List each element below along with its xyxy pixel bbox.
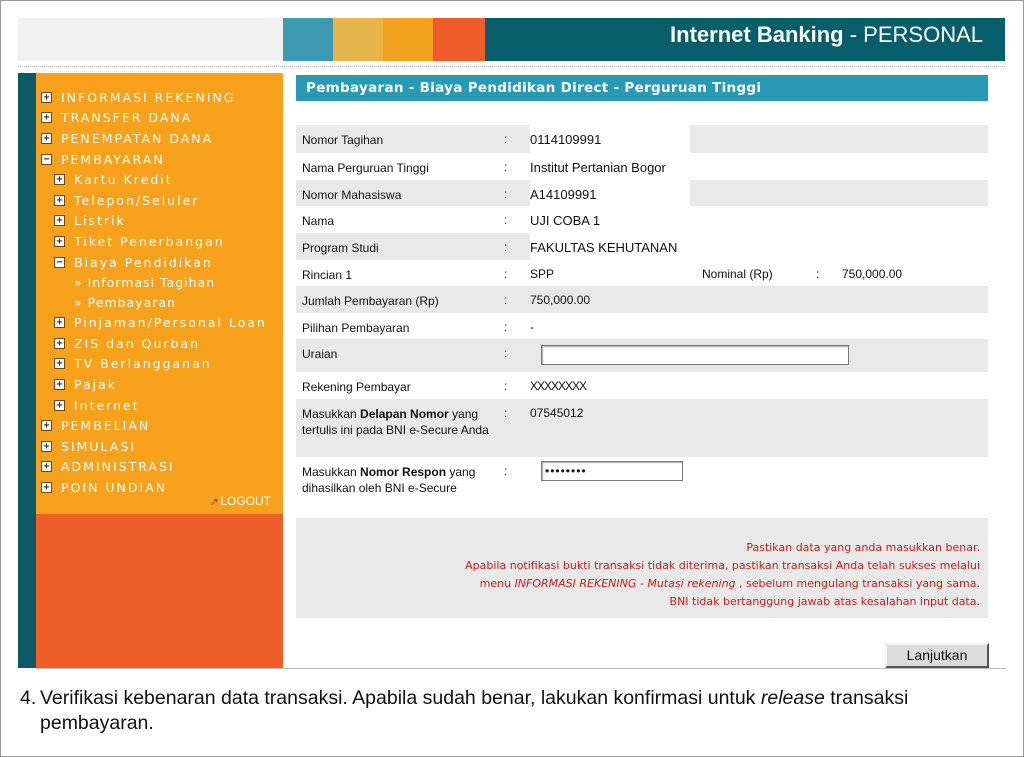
notice-panel bbox=[296, 518, 988, 618]
nominal-value: 750,000.00 bbox=[842, 267, 903, 281]
sidebar-item-pembayaran[interactable] bbox=[36, 149, 283, 170]
field-separator: : bbox=[504, 125, 530, 153]
caption-number: 4. bbox=[20, 687, 37, 709]
sidebar-item-label: ZIS dan Qurban bbox=[74, 335, 201, 351]
sidebar-item-pajak[interactable] bbox=[36, 374, 283, 395]
field-label: Jumlah Pembayaran (Rp) bbox=[302, 294, 439, 308]
sidebar-item-tiket-penerbangan[interactable] bbox=[36, 231, 283, 252]
field-separator: : bbox=[504, 464, 508, 478]
slide-caption bbox=[20, 686, 1010, 736]
label-part: Masukkan bbox=[302, 465, 361, 479]
sidebar-item-informasi-tagihan[interactable] bbox=[36, 272, 283, 292]
header-color-block bbox=[283, 18, 333, 61]
sidebar-item-penempatan-dana[interactable] bbox=[36, 128, 283, 149]
field-row-nomor-tagihan bbox=[296, 125, 988, 153]
header-color-block bbox=[433, 18, 485, 61]
field-label: Rekening Pembayar bbox=[302, 380, 411, 394]
app-title bbox=[485, 18, 1005, 61]
header-banner bbox=[18, 18, 1005, 61]
field-value: 07545012 bbox=[530, 406, 584, 420]
sidebar-item-label: » Informasi Tagihan bbox=[74, 274, 216, 290]
field-row-rekening bbox=[296, 372, 988, 399]
notice-text: , sebelum mengulang transaksi yang sama. bbox=[735, 577, 980, 590]
expand-icon[interactable]: + bbox=[54, 215, 65, 226]
sidebar-item-pembayaran[interactable] bbox=[36, 292, 283, 312]
field-label: Pilihan Pembayaran bbox=[302, 321, 410, 335]
sidebar-item-label: PEMBELIAN bbox=[61, 418, 151, 434]
field-value: 0114109991 bbox=[530, 125, 690, 153]
sidebar-item-label: TRANSFER DANA bbox=[61, 110, 193, 126]
nomor-respon-input[interactable]: •••••••• bbox=[541, 461, 683, 481]
app-title-bold: Internet Banking bbox=[670, 22, 844, 47]
sidebar-item-label: PEMBAYARAN bbox=[61, 151, 165, 167]
expand-icon[interactable]: + bbox=[41, 92, 52, 103]
sidebar-menu bbox=[36, 73, 283, 514]
sidebar-item-tv-berlangganan[interactable] bbox=[36, 354, 283, 375]
uraian-input[interactable] bbox=[541, 345, 849, 365]
sidebar-item-telepon-seluler[interactable] bbox=[36, 190, 283, 211]
sidebar-item-simulasi[interactable] bbox=[36, 436, 283, 457]
expand-icon[interactable]: + bbox=[54, 195, 65, 206]
sidebar-item-label: TV Berlangganan bbox=[74, 356, 212, 372]
sidebar-item-label: Internet bbox=[74, 397, 140, 413]
field-row-jumlah bbox=[296, 286, 988, 313]
field-value: 750,000.00 bbox=[530, 293, 591, 307]
field-separator: : bbox=[504, 213, 508, 227]
sidebar-accent-bar bbox=[18, 73, 36, 668]
sidebar-item-label: Telepon/Seluler bbox=[74, 192, 200, 208]
field-label: Rincian 1 bbox=[302, 268, 353, 282]
logout-link[interactable] bbox=[210, 494, 271, 508]
field-label: Nama Perguruan Tinggi bbox=[302, 161, 429, 175]
notice-text: menu bbox=[479, 577, 515, 590]
field-label: Nomor Tagihan bbox=[296, 125, 504, 153]
caption-part: transaksi pembayaran. bbox=[40, 687, 909, 734]
label-part: Masukkan bbox=[302, 407, 361, 421]
sidebar-item-kartu-kredit[interactable] bbox=[36, 169, 283, 190]
sidebar-item-label: Tiket Penerbangan bbox=[74, 233, 225, 249]
sidebar-item-label: Biaya Pendidikan bbox=[74, 254, 213, 270]
sidebar-item-label: SIMULASI bbox=[61, 438, 136, 454]
sidebar-item-label: POIN UNDIAN bbox=[61, 479, 168, 495]
header-divider bbox=[18, 66, 1005, 67]
sidebar-item-label: » Pembayaran bbox=[74, 294, 176, 310]
sidebar-item-pinjaman-personal-loan[interactable] bbox=[36, 312, 283, 333]
field-separator: : bbox=[504, 320, 508, 334]
field-value: SPP bbox=[530, 267, 555, 281]
notice-line: Pastikan data yang anda masukkan benar. bbox=[746, 541, 980, 554]
field-separator: : bbox=[504, 293, 508, 307]
notice-line bbox=[296, 575, 980, 593]
expand-icon[interactable]: + bbox=[41, 441, 52, 452]
sidebar-item-label: Pinjaman/Personal Loan bbox=[74, 315, 267, 331]
field-row-rincian bbox=[296, 260, 988, 286]
caption-text bbox=[20, 686, 1010, 736]
app-title-separator: - bbox=[843, 22, 864, 47]
field-label: Nama bbox=[302, 214, 335, 228]
page-title: Pembayaran - Biaya Pendidikan Direct - Perguruan Tinggi bbox=[296, 75, 988, 101]
sidebar-item-zis-dan-qurban[interactable] bbox=[36, 333, 283, 354]
field-value: A14109991 bbox=[530, 180, 690, 206]
sidebar-item-label: Kartu Kredit bbox=[74, 172, 173, 188]
header-color-block bbox=[383, 18, 433, 61]
label-part: yang dihasilkan oleh BNI e-Secure bbox=[302, 465, 476, 495]
logout-arrow-icon: ↗ bbox=[209, 497, 219, 508]
expand-icon[interactable]: + bbox=[54, 317, 65, 328]
notice-line: BNI tidak bertanggung jawab atas kesalahan input data. bbox=[669, 595, 980, 608]
label-part: yang tertulis ini pada BNI e-Secure Anda bbox=[302, 407, 489, 437]
field-label: Program Studi bbox=[296, 233, 504, 260]
sidebar-item-listrik[interactable] bbox=[36, 211, 283, 232]
header-color-block bbox=[333, 18, 383, 61]
field-row-uraian bbox=[296, 339, 988, 372]
expand-icon[interactable]: + bbox=[41, 461, 52, 472]
expand-icon[interactable]: + bbox=[41, 482, 52, 493]
lanjutkan-button[interactable]: Lanjutkan bbox=[885, 643, 989, 668]
field-separator: : bbox=[504, 406, 508, 420]
field-value: - bbox=[530, 320, 534, 334]
collapse-icon[interactable]: − bbox=[54, 257, 65, 268]
field-filler bbox=[690, 180, 988, 206]
field-row-nama bbox=[296, 206, 988, 233]
notice-line: Apabila notifikasi bukti transaksi tidak diterima, pastikan transaksi Anda telah sukses melalui bbox=[465, 559, 980, 572]
label-bold: Delapan Nomor bbox=[360, 407, 449, 421]
payment-form bbox=[296, 125, 988, 515]
sidebar-item-label: INFORMASI REKENING bbox=[61, 89, 236, 105]
nominal-label: Nominal (Rp) bbox=[702, 267, 773, 281]
field-filler bbox=[690, 125, 988, 153]
expand-icon[interactable]: + bbox=[41, 133, 52, 144]
expand-icon[interactable]: + bbox=[54, 379, 65, 390]
content-divider bbox=[36, 668, 1006, 669]
sidebar-item-internet[interactable] bbox=[36, 395, 283, 416]
label-bold: Nomor Respon bbox=[360, 465, 447, 479]
sidebar-item-administrasi[interactable] bbox=[36, 457, 283, 478]
field-separator: : bbox=[504, 379, 508, 393]
field-value: Institut Pertanian Bogor bbox=[530, 160, 666, 175]
collapse-icon[interactable]: − bbox=[41, 154, 52, 165]
sidebar-item-label: PENEMPATAN DANA bbox=[61, 130, 214, 146]
field-row-delapan-nomor bbox=[296, 399, 988, 457]
notice-menu-reference: INFORMASI REKENING - Mutasi rekening bbox=[514, 577, 736, 590]
field-separator: : bbox=[816, 267, 820, 281]
sidebar-item-transfer-dana[interactable] bbox=[36, 108, 283, 129]
caption-part: Verifikasi kebenaran data transaksi. Apabila sudah benar, lakukan konfirmasi untuk bbox=[40, 687, 761, 709]
app-title-rest: PERSONAL bbox=[863, 22, 983, 47]
field-label: Uraian bbox=[302, 347, 338, 361]
field-separator: : bbox=[504, 180, 530, 206]
field-row-nomor-respon bbox=[296, 457, 988, 515]
sidebar-item-pembelian[interactable] bbox=[36, 415, 283, 436]
field-separator: : bbox=[504, 233, 530, 260]
field-separator: : bbox=[504, 160, 508, 174]
caption-italic: release bbox=[760, 687, 825, 709]
sidebar-item-informasi-rekening[interactable] bbox=[36, 87, 283, 108]
field-label bbox=[296, 399, 504, 457]
field-label: Nomor Mahasiswa bbox=[296, 180, 504, 206]
expand-icon[interactable]: + bbox=[41, 112, 52, 123]
field-row-program-studi bbox=[296, 233, 988, 260]
sidebar-item-label: ADMINISTRASI bbox=[61, 459, 175, 475]
field-separator: : bbox=[504, 346, 508, 360]
expand-icon[interactable]: + bbox=[54, 174, 65, 185]
field-label bbox=[296, 457, 504, 515]
expand-icon[interactable]: + bbox=[54, 236, 65, 247]
expand-icon[interactable]: + bbox=[41, 420, 52, 431]
field-row-nomor-mahasiswa bbox=[296, 180, 988, 206]
field-row-nama-pt bbox=[296, 153, 988, 180]
sidebar-item-label: Listrik bbox=[74, 213, 126, 229]
sidebar-footer-panel bbox=[36, 514, 283, 668]
field-value-masked: XXXXXXXX bbox=[530, 379, 587, 393]
field-value: FAKULTAS KEHUTANAN bbox=[530, 233, 726, 260]
sidebar-item-label: Pajak bbox=[74, 376, 118, 392]
field-row-pilihan bbox=[296, 313, 988, 339]
expand-icon[interactable]: + bbox=[54, 358, 65, 369]
field-filler bbox=[726, 233, 988, 260]
field-separator: : bbox=[504, 267, 508, 281]
expand-icon[interactable]: + bbox=[54, 338, 65, 349]
expand-icon[interactable]: + bbox=[54, 400, 65, 411]
field-value: UJI COBA 1 bbox=[530, 213, 601, 228]
logout-label: LOGOUT bbox=[220, 494, 271, 508]
sidebar-item-biaya-pendidikan[interactable] bbox=[36, 252, 283, 273]
